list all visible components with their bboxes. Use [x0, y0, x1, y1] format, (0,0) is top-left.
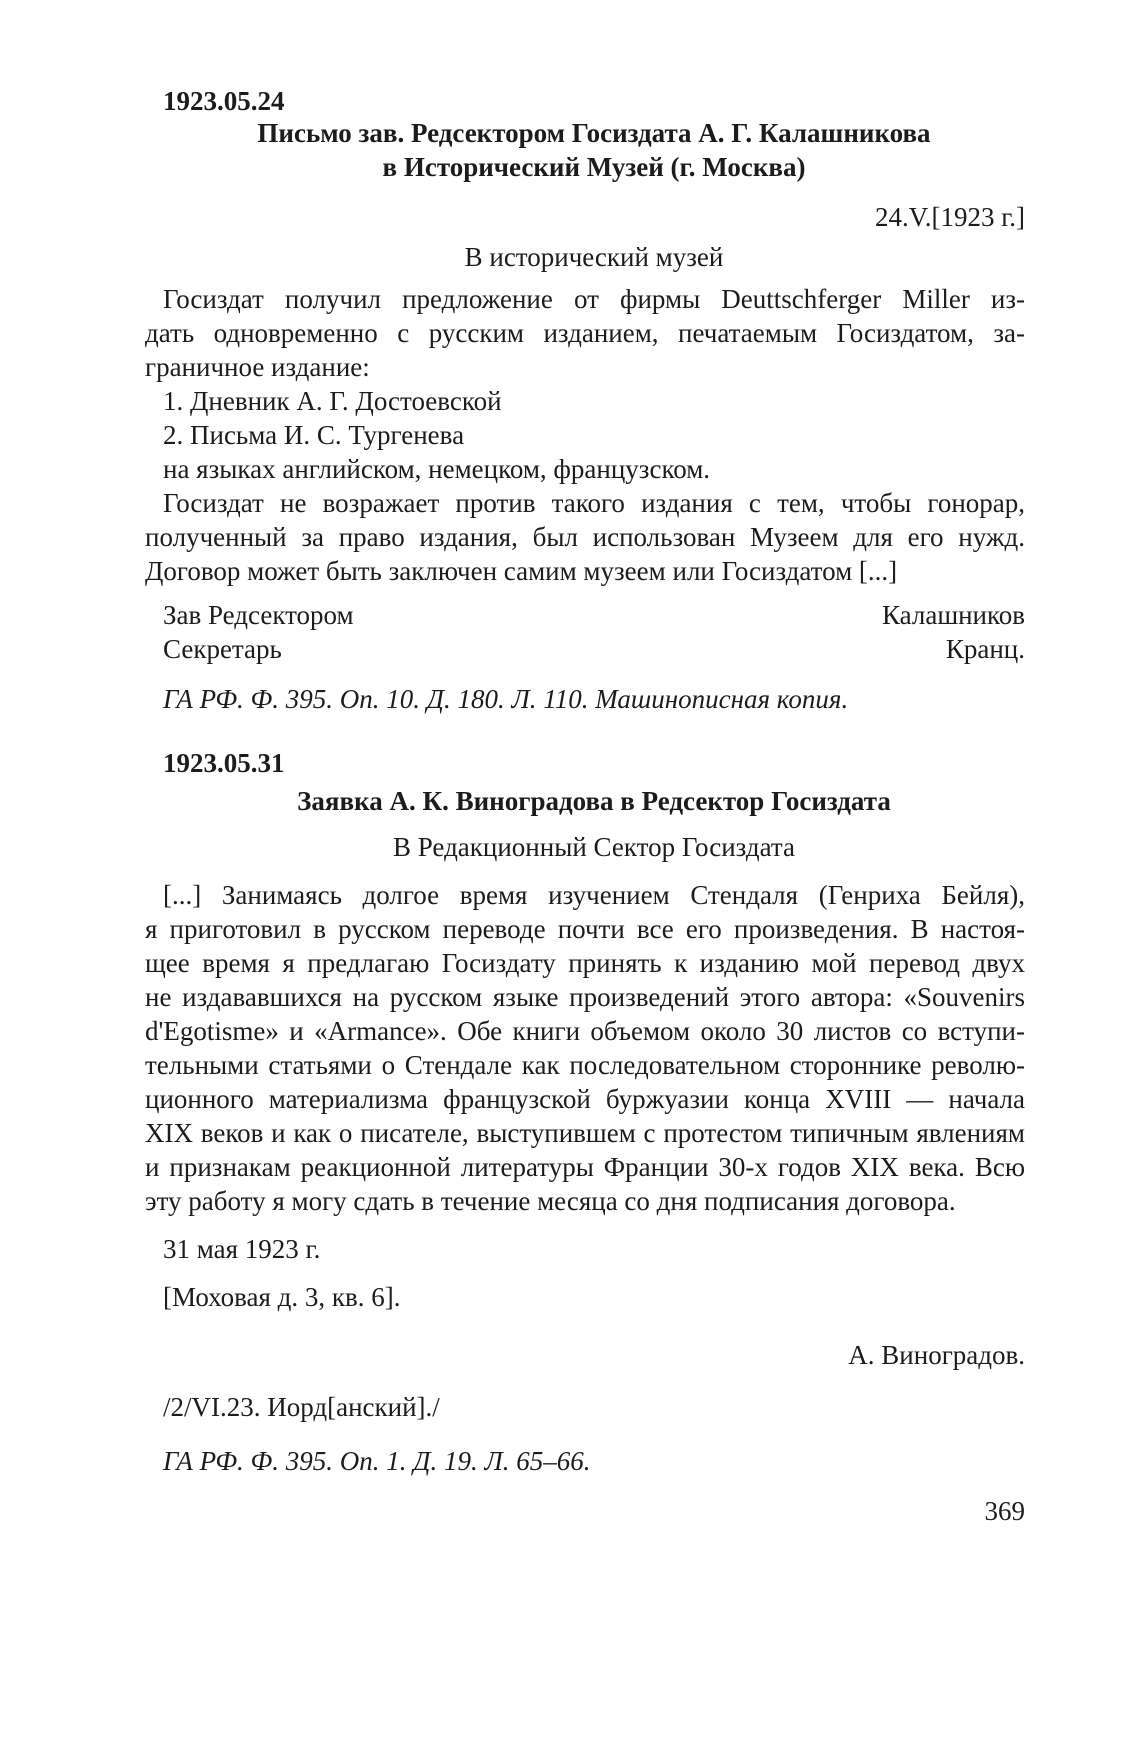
entry-1-signature-row-2: [163, 632, 1025, 666]
entry-1-addressee: В исторический музей: [464, 242, 724, 272]
entry-1-body-line-1: Госиздат получил предложение от фирмы Deuttschferger Miller из-: [163, 284, 1025, 314]
entry-1-body-line-8: полученный за право издания, был использован Музеем для его нужд.: [145, 522, 1025, 552]
entry-2-date: 1923.05.31: [163, 748, 285, 778]
entry-2-archive-source: ГА РФ. Ф. 395. Оп. 1. Д. 19. Л. 65–66.: [163, 1446, 591, 1476]
entry-2-body-line-8: XIX веков и как о писателе, выступившем с протестом типичным явлениям: [145, 1118, 1025, 1148]
entry-2-address: [Моховая д. 3, кв. 6].: [163, 1282, 401, 1312]
entry-2-body-line-10: эту работу я могу сдать в течение месяца со дня подписания договора.: [145, 1186, 956, 1216]
signature-role: Секретарь: [163, 634, 282, 664]
entry-2-letter-date: 31 мая 1923 г.: [163, 1234, 321, 1264]
entry-2-body-line-6: тельными статьями о Стендале как последовательном стороннике револю-: [145, 1050, 1025, 1080]
entry-1-body-line-7: Госиздат не возражает против такого издания с тем, чтобы гонорар,: [163, 488, 1025, 518]
entry-2-body-line-9: и признакам реакционной литературы Франции 30-х годов XIX века. Всю: [145, 1152, 1025, 1182]
entry-1-archive-source: ГА РФ. Ф. 395. Оп. 10. Д. 180. Л. 110. Машинописная копия.: [163, 684, 849, 714]
entry-2-resolution-note: /2/VI.23. Иорд[анский]./: [163, 1392, 440, 1422]
entry-1-date: 1923.05.24: [163, 86, 285, 116]
entry-2-addressee: В Редакционный Сектор Госиздата: [393, 832, 795, 862]
entry-2-body-line-2: я приготовил в русском переводе почти все его произведения. В настоя-: [145, 914, 1025, 944]
entry-2-body-line-4: не издававшихся на русском языке произведений этого автора: «Souvenirs: [145, 982, 1025, 1012]
entry-1-dateline: 24.V.[1923 г.]: [874, 202, 1025, 232]
entry-2-body-line-7: ционного материализма французской буржуазии конца XVIII — начала: [145, 1084, 1025, 1114]
signature-role: Зав Редсектором: [163, 600, 354, 630]
signature-name: Калашников: [881, 600, 1025, 630]
entry-2-body-line-1: [...] Занимаясь долгое время изучением Стендаля (Генриха Бейля),: [163, 880, 1025, 910]
entry-1-body-line-6: на языках английском, немецком, французском.: [163, 454, 711, 484]
signature-name: Кранц.: [945, 634, 1025, 664]
entry-1-body-line-9: Договор может быть заключен самим музеем или Госиздатом [...]: [145, 556, 898, 586]
entry-1-title-line-2: в Исторический Музей (г. Москва): [382, 152, 806, 182]
entry-2-body-line-5: d'Egotisme» и «Armance». Обе книги объемом около 30 листов со вступи-: [145, 1016, 1025, 1046]
entry-2-body-line-3: щее время я предлагаю Госиздату принять к изданию мой перевод двух: [145, 948, 1025, 978]
page-number: 369: [984, 1496, 1025, 1526]
entry-1-title-line-1: Письмо зав. Редсектором Госиздата А. Г. Калашникова: [257, 118, 931, 148]
entry-1-list-item-1: 1. Дневник А. Г. Достоевской: [163, 386, 502, 416]
book-page: [145, 0, 1025, 1760]
entry-2-signature: А. Виноградов.: [848, 1340, 1025, 1370]
entry-1-list-item-2: 2. Письма И. С. Тургенева: [163, 420, 465, 450]
entry-1-body-line-2: дать одновременно с русским изданием, печатаемым Госиздатом, за-: [145, 318, 1025, 348]
entry-2-title: Заявка А. К. Виноградова в Редсектор Госиздата: [297, 786, 891, 816]
entry-1-signature-row-1: [163, 598, 1025, 632]
entry-1-body-line-3: граничное издание:: [145, 352, 370, 382]
